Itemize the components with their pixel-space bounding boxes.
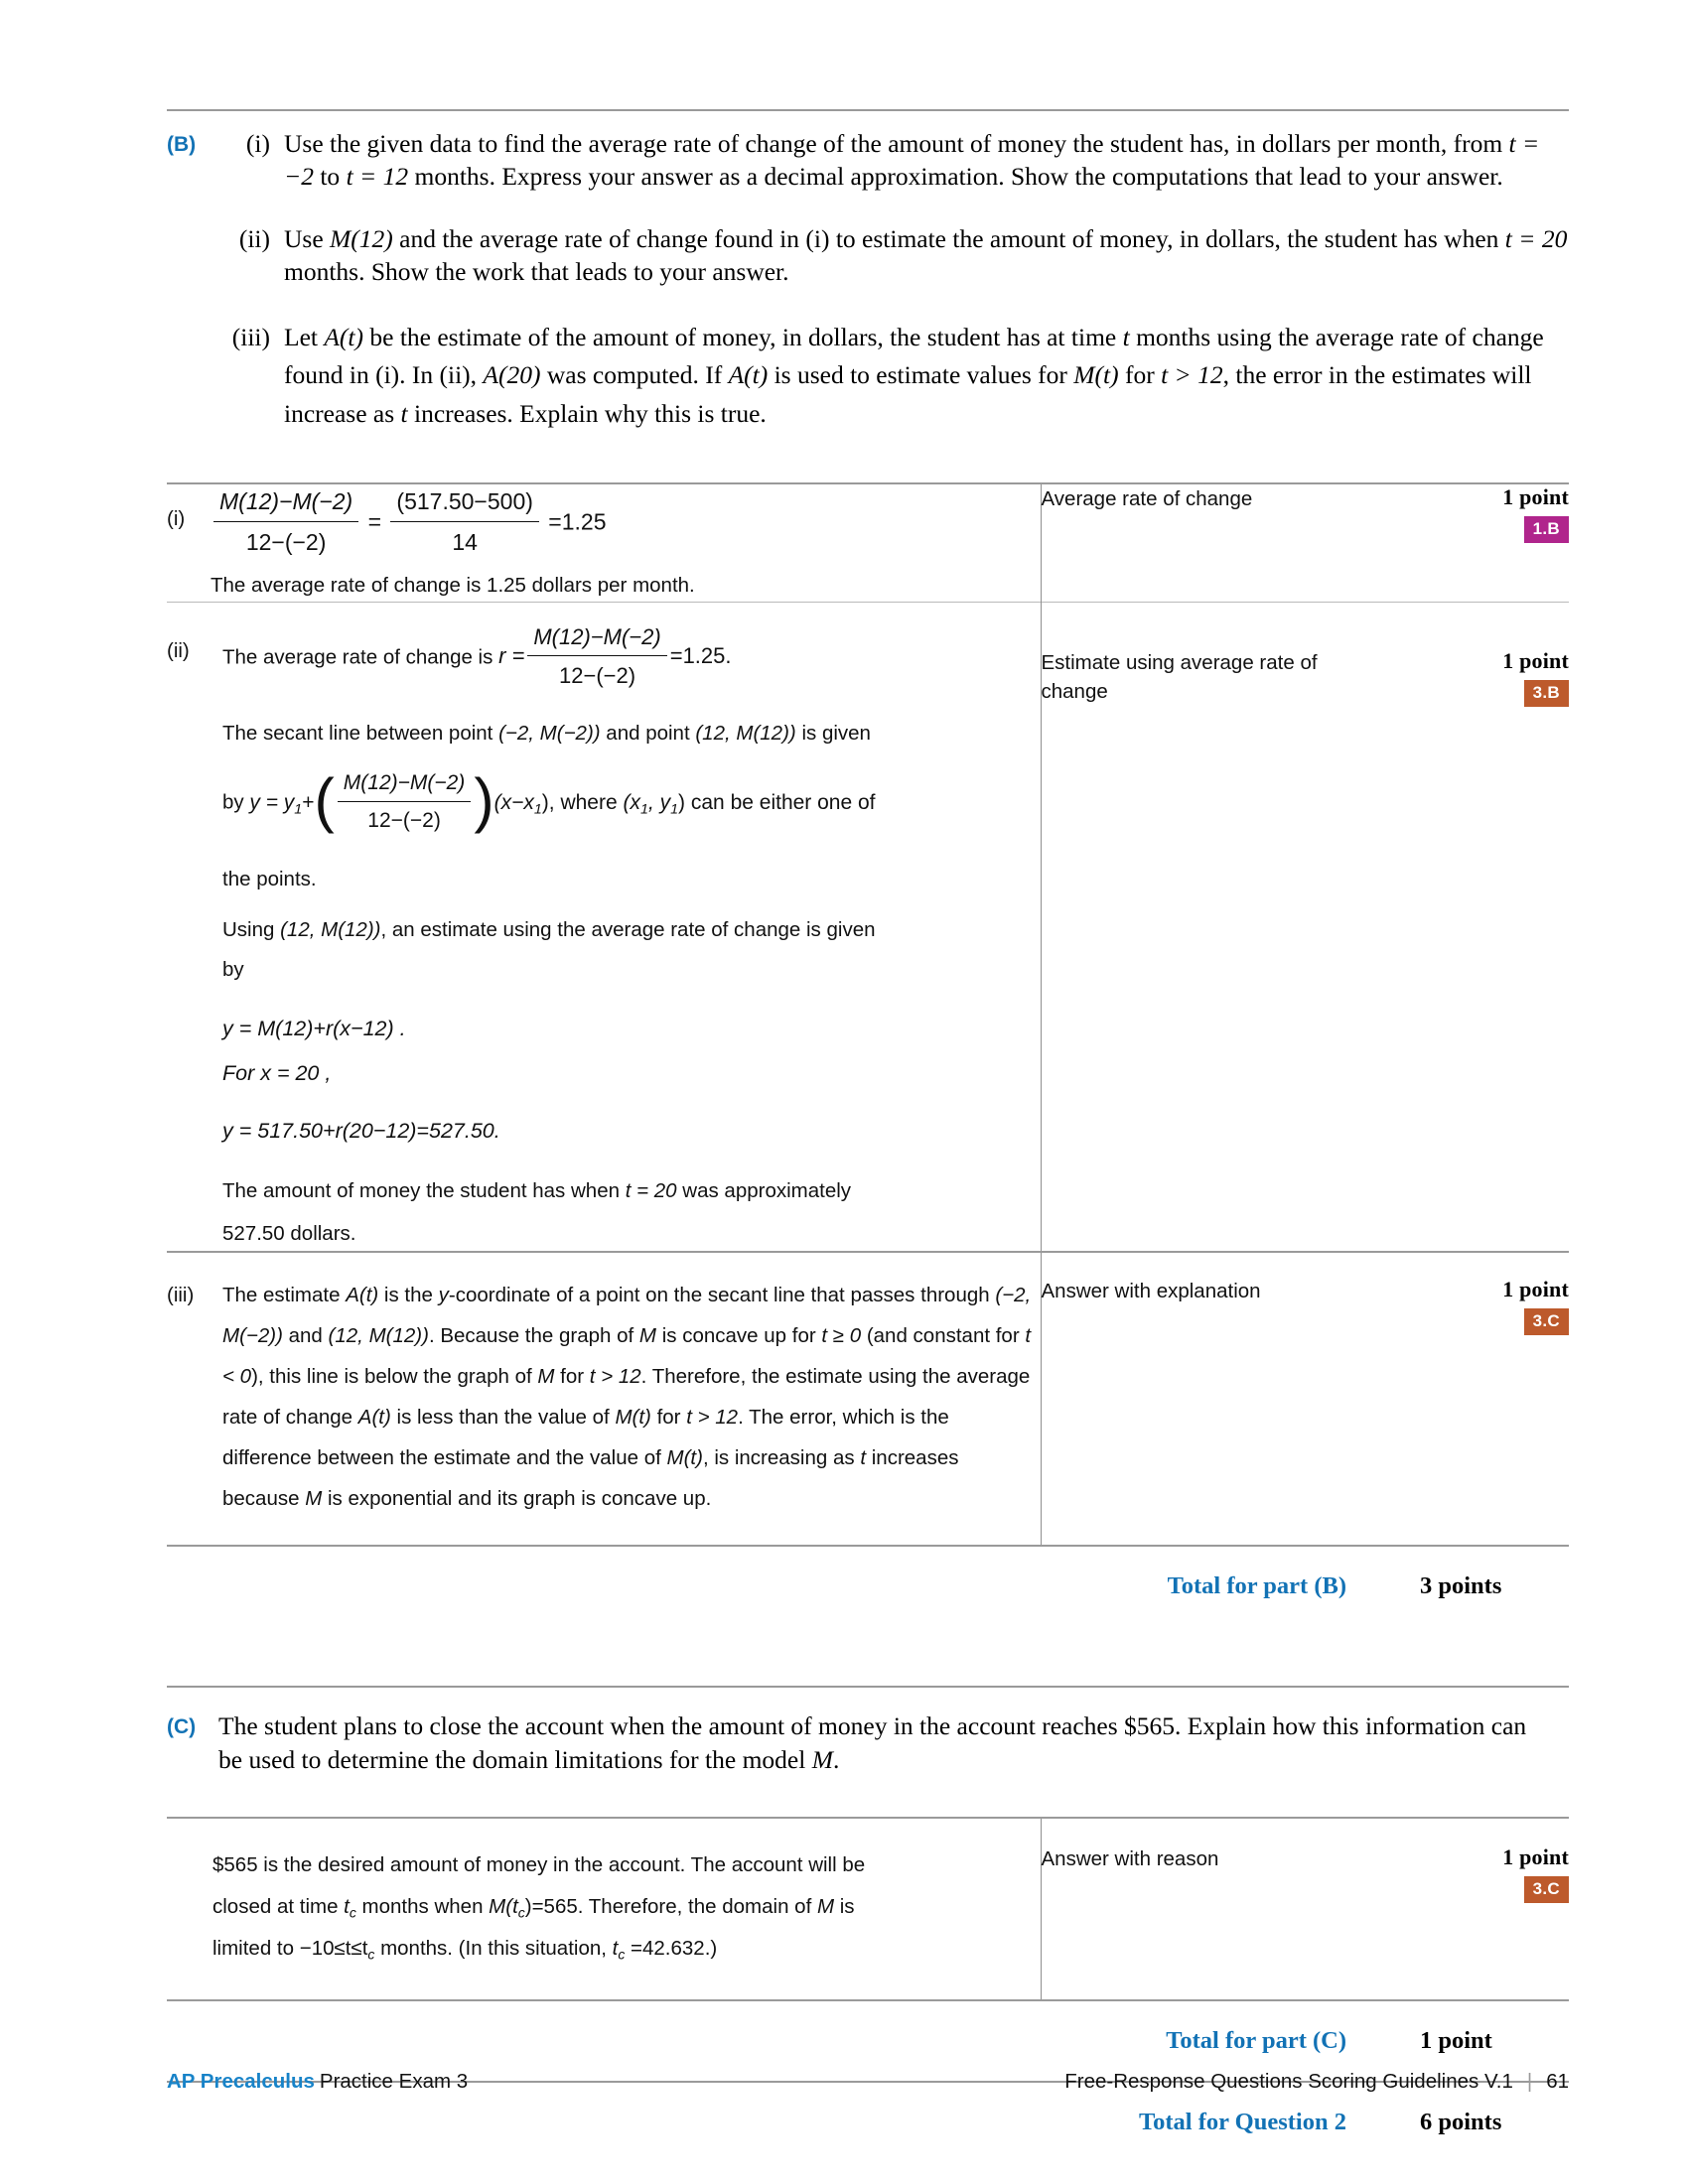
total-part-c-label: Total for part (C) [1166,2027,1346,2055]
pb-ii-t1: Use [284,224,331,254]
ii-l3-pair-sub1: 1 [640,801,648,818]
part-c-text [218,1709,1569,1776]
c-l2-tc: t [344,1895,350,1919]
criteria-cell-i [1041,483,1569,602]
pb-ii-t2: and the average rate of change found in (i) to estimate the amount of money, in dollars, the student has when [392,224,1505,254]
ii-line2 [222,717,1041,750]
pb-ii-m1: M(12) [330,224,393,254]
ii-l2-p1: (−2, M(−2)) [498,721,601,745]
points-ii: 1 point [1502,647,1569,673]
pb-i-m2: t = 12 [346,162,409,192]
pb-iii-m1: A(t) [324,322,364,351]
ii-line6: by [222,957,244,981]
eq-i-frac2 [390,483,538,562]
iii-l5-post: . The error, which is the [738,1405,949,1429]
ii-l2-pre: The secant line between point [222,721,499,745]
part-b-item-iii-text [284,319,1569,434]
pb-i-t2: to [313,162,347,192]
total-part-c-points: 1 point [1420,2027,1492,2055]
c-l3-mid: months. (In this situation, [374,1937,613,1961]
points-i: 1 point [1502,484,1569,509]
table-row [167,1252,1569,1545]
ii-line5 [222,913,1041,946]
row-i-roman: (i) [167,507,186,530]
ii-line10 [222,1174,1041,1207]
solution-cell-ii [167,602,1041,1251]
pb-iii-t6: for [1118,360,1162,390]
c-l3-sub: c [367,1946,375,1963]
ii-line8: For x = 20 , [222,1060,332,1085]
part-b-item-iii [167,319,1569,434]
criteria-text-i: Average rate of change [1041,487,1253,510]
solution-cell-c [167,1818,1041,1999]
part-b-letter: (B) [167,133,197,156]
ii-l3-rparen: ) [474,766,494,835]
part-b-item-i-text [284,127,1569,193]
criteria-cell-iii [1041,1252,1569,1545]
eq-i-equals1: = [367,508,382,535]
criteria-text-iii: Answer with explanation [1041,1279,1261,1302]
ii-l3-sub: 1 [294,801,303,818]
ii-l5-pre: Using [222,918,281,942]
row-iii-roman: (iii) [167,1283,195,1306]
iii-l4-post: . Therefore, the estimate using the average rate of change [222,1364,1031,1429]
ii-l2-p2: (12, M(12)) [695,721,796,745]
iii-l7-post: is exponential and its graph is concave up. [322,1486,712,1510]
ii-l3-lparen: ( [314,766,335,835]
footer-doc-title: Free-Response Questions Scoring Guidelines [1064,2070,1479,2093]
iii-l1-y: y [438,1283,449,1306]
table-row [167,483,1569,602]
ii-l10-pre: The amount of money the student has when [222,1179,626,1203]
pb-i-t3: months. Express your answer as a decimal approximation. Show the computations that lead to your answer. [408,162,1503,192]
pb-iii-t2: be the estimate of the amount of money, in dollars, the student has at time [363,322,1123,351]
pc-t2: . [832,1744,840,1774]
ii-l3-factor-sub: 1 [533,801,542,818]
part-c-prompt [167,1688,1569,1776]
part-b-item-ii-text [284,222,1569,288]
ii-l3-factor-end: ), where [541,790,624,814]
pb-i-m1: t = −2 [284,129,1540,192]
total-question-row [167,2083,1569,2162]
page-top-rule [167,109,1569,111]
iii-l3-pre: concave up for [682,1323,822,1347]
iii-l5-mid2: for [650,1405,687,1429]
part-b-prompt-block [167,127,1569,434]
pb-iii-m3: A(20) [483,360,541,390]
points-iii: 1 point [1502,1276,1569,1301]
iii-l5-mid: is less than the value of [390,1405,616,1429]
ii-l3-factor: (x−x [493,790,534,814]
c-l2-pre: closed at time [212,1895,345,1919]
eq-i-den2: 14 [390,521,538,561]
iii-l5-m1: t > 12 [686,1405,739,1429]
ii-l3-den: 12−(−2) [338,801,472,838]
ii-line3 [222,767,1041,839]
c-l3-tc-sub: c [618,1946,626,1963]
ii-l3-pair-sub2: 1 [670,801,679,818]
c-l3-pre: limited to −10≤t≤t [212,1937,368,1961]
pb-iii-m2: t [1122,322,1130,351]
solution-cell-i [167,483,1041,602]
iii-l3-post: ), this line is below the graph [251,1364,509,1388]
part-b-item-ii [167,222,1569,288]
iii-l1-at: A(t) [346,1283,379,1306]
c-l2-mtc-post: )=565. Therefore, the domain of [524,1895,817,1919]
iii-l5-mt: M(t) [615,1405,651,1429]
ii-l3-pre: by [222,790,250,814]
ii-l1-den: 12−(−2) [527,655,666,694]
ii-l3-pair: (x [623,790,640,814]
iii-l1-pre: The estimate [222,1283,347,1306]
ii-l3-frac [338,766,472,838]
part-b-item-i [167,127,1569,193]
footer-page-number: 61 [1546,2070,1569,2093]
spacer-letter-2 [167,319,218,434]
table-row [167,1818,1569,1999]
skill-badge-3b: 3.B [1524,680,1569,707]
solution-cell-iii [167,1252,1041,1545]
row-i-conclusion: The average rate of change is 1.25 dollars per month. [211,573,695,597]
part-b-scoring-table [167,482,1569,1626]
total-part-b-points: 3 points [1420,1571,1502,1599]
skill-badge-3c-c: 3.C [1524,1876,1569,1903]
pb-iii-t1: Let [284,322,325,351]
c-line3 [212,1928,1011,1970]
pb-iii-m6: t > 12 [1161,360,1223,390]
ii-l3-pair-end: , y [647,790,671,814]
pb-iii-t7: , the error in the estimates will increase as [284,360,1532,429]
part-b-item-i-roman: (i) [245,129,270,158]
points-c: 1 point [1502,1844,1569,1869]
pb-iii-m5: M(t) [1073,360,1119,390]
ii-l1-num: M(12)−M(−2) [533,623,661,649]
footer-right [1064,2070,1569,2094]
ii-line9: y = 517.50+r(20−12)=527.50. [222,1119,500,1144]
iii-l2-end: is [656,1323,677,1347]
iii-l3-m1: t ≥ 0 [821,1323,862,1347]
ii-l3-pair-close: ) can be either one of [678,790,876,814]
pc-m1: M [811,1744,833,1774]
iii-l6-pre: difference between the estimate and the value of [222,1445,667,1469]
ii-l10-post: was approximately [676,1179,852,1203]
ii-l5-post: , an estimate using the average rate of change is given [380,918,876,942]
footer-version: V.1 [1483,2070,1513,2093]
spacer-letter [167,222,218,288]
ii-l1-frac [527,619,666,694]
total-part-b-row [167,1547,1569,1626]
c-line1: $565 is the desired amount of money in the account. The account will be [212,1853,866,1876]
pb-iii-m7: t [400,399,408,429]
part-c-scoring-table [167,1817,1569,2162]
iii-l6-post: , is increasing as [702,1445,861,1469]
c-l2-m: M [816,1895,835,1919]
pb-iii-t8: increases. Explain why this is true. [407,399,767,429]
ii-l2-post: is given [795,721,871,745]
skill-badge-1b: 1.B [1524,516,1569,543]
eq-i-num2: (517.50−500) [396,488,533,514]
ii-line4: the points. [222,868,317,891]
iii-l2-p2: (12, M(12)) [328,1323,429,1347]
iii-l4-pre: of [514,1364,538,1388]
pb-iii-t5: is used to estimate values for [768,360,1074,390]
row-ii-roman: (ii) [167,638,190,662]
iii-l2-p1: (−2, M(−2)) [222,1283,1032,1347]
skill-badge-3c-b: 3.C [1524,1308,1569,1335]
iii-l7-m: M [305,1486,323,1510]
eq-i-num1: M(12)−M(−2) [219,488,353,514]
c-l2-mid: months when [355,1895,490,1919]
footer-brand: AP Precalculus [167,2070,315,2093]
iii-l2-post: . Because the graph of [428,1323,639,1347]
iii-l5-at: A(t) [357,1405,391,1429]
iii-l2-m: M [638,1323,656,1347]
iii-l1-mid: is the [378,1283,439,1306]
total-part-b-label: Total for part (B) [1167,1571,1346,1599]
ii-l10-math: t = 20 [625,1179,677,1203]
ii-l1-post: =1.25. [669,643,732,669]
ii-l1-pre: The average rate of change is [222,645,499,669]
iii-l4-m1: t > 12 [589,1364,641,1388]
c-l2-sub: c [349,1904,356,1921]
part-b-item-ii-roman: (ii) [238,224,270,254]
ii-l1-r: r = [498,643,525,669]
total-question-points: 6 points [1420,2109,1502,2136]
ii-l3-num: M(12)−M(−2) [343,771,466,795]
c-l2-mtc-sub: c [517,1904,525,1921]
iii-l3-mid: (and constant for [861,1323,1026,1347]
iii-l4-m: M [537,1364,555,1388]
iii-l4-mid: for [554,1364,590,1388]
ii-line11: 527.50 dollars. [222,1222,356,1246]
criteria-text-c: Answer with reason [1041,1847,1219,1870]
ii-line7: y = M(12)+r(x−12) . [222,1016,406,1040]
pb-iii-t3: months using the average rate of change found in (i). In (ii), [284,322,1544,390]
pb-iii-t4: was computed. If [540,360,729,390]
pb-ii-m2: t = 20 [1504,224,1568,254]
scoring-table-c [167,1817,1569,1999]
part-c-letter: (C) [167,1715,197,1738]
scoring-table-b [167,482,1569,1545]
iii-l2-pre: passes through [850,1283,996,1306]
iii-l6-t: t [860,1445,867,1469]
c-l2-end: is [834,1895,855,1919]
c-l3-tc: t [612,1937,619,1961]
pc-t1: The student plans to close the account when the amount of money in the account reaches $565. Explain how this information can be used to determine the domain limitations for the model [218,1711,1527,1774]
eq-i-frac1 [213,483,358,562]
pb-ii-t3: months. Show the work that leads to your answer. [284,257,789,287]
ii-l2-mid: and point [600,721,696,745]
ii-l3-plus: + [302,790,315,814]
criteria-text-ii: Estimate using average rate of change [1041,650,1318,703]
pb-i-t1: Use the given data to find the average rate of change of the amount of money the student has, in dollars per month, from [284,129,1509,158]
ii-l5-pt: (12, M(12)) [280,918,381,942]
pb-iii-m4: A(t) [728,360,769,390]
page-footer [167,2070,1569,2094]
c-line2 [212,1886,1011,1928]
c-l3-post: =42.632.) [625,1937,718,1961]
iii-l1-post: -coordinate of a point on the secant line that [448,1283,845,1306]
c-l2-mtc: M(t [489,1895,518,1919]
total-question-label: Total for Question 2 [1139,2109,1346,2136]
part-c-block [167,1686,1569,1776]
criteria-cell-ii [1041,602,1569,1251]
table-row [167,602,1569,1251]
iii-l3-m2: t < 0 [222,1323,1032,1388]
eq-i-den1: 12−(−2) [213,521,358,561]
footer-separator: | [1526,2070,1533,2093]
iii-l7-pre: increases because [222,1445,959,1510]
iii-l6-mt: M(t) [666,1445,703,1469]
criteria-cell-c [1041,1818,1569,1999]
iii-l2-mid: and [282,1323,329,1347]
footer-left [167,2070,468,2094]
ii-l3-eq: y = y [249,790,295,814]
eq-i-result: =1.25 [548,508,607,535]
part-b-item-iii-roman: (iii) [231,322,270,351]
footer-exam: Practice Exam 3 [319,2070,469,2093]
